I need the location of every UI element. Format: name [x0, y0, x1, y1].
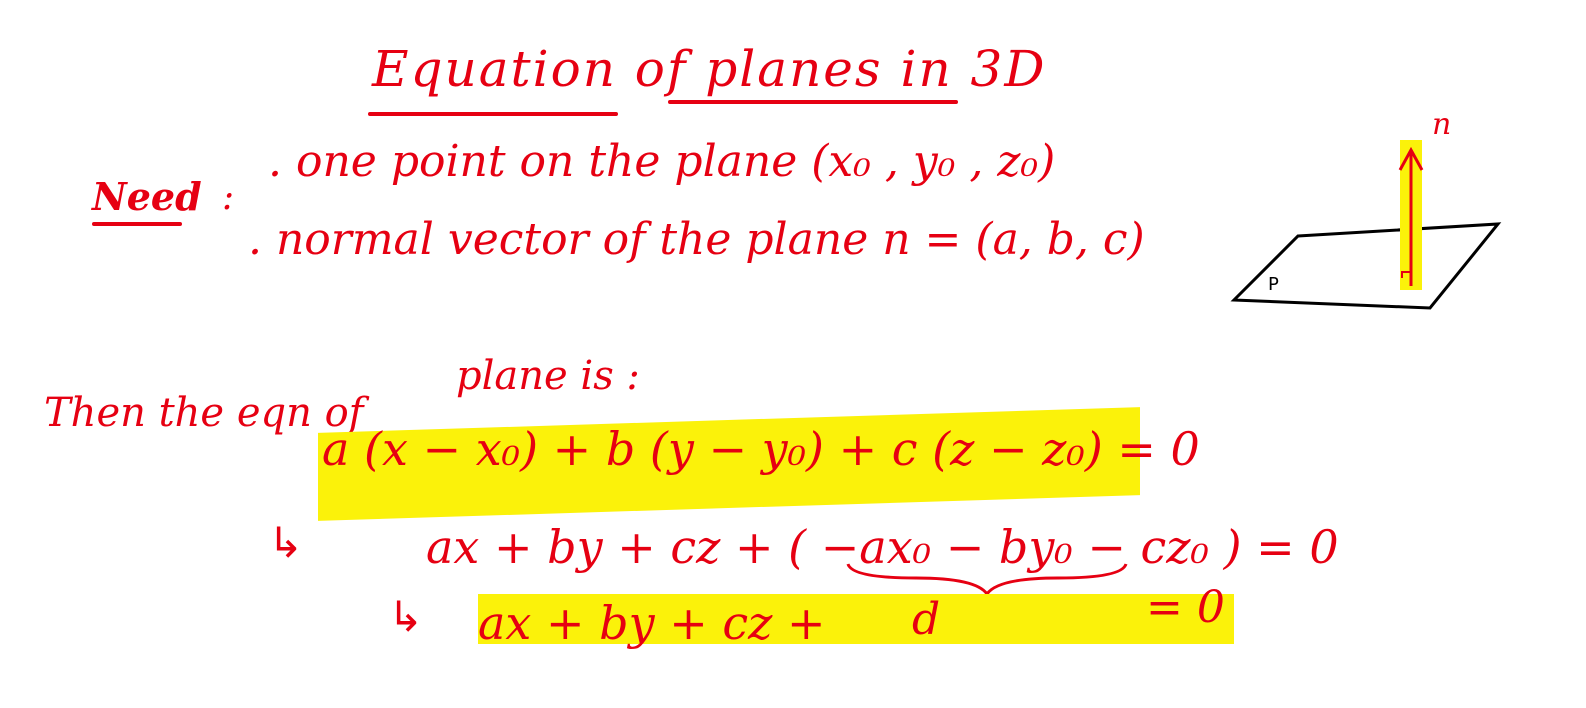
- normal-label: n: [1432, 107, 1452, 142]
- equation-expanded-form: ax + by + cz + ( −ax₀ − by₀ − cz₀ ) = 0: [426, 520, 1339, 574]
- implies-arrow-2: ↳: [388, 592, 424, 641]
- title-underline-2: [668, 100, 958, 104]
- plane-label: P: [1268, 274, 1279, 295]
- title-underline-1: [368, 112, 618, 116]
- need-colon: :: [222, 177, 235, 218]
- page-title: Equation of planes in 3D: [372, 40, 1047, 98]
- then-text: Then the eqn of: [44, 390, 364, 436]
- plane-is-text: plane is :: [456, 353, 640, 399]
- equation-point-normal-form: a (x − x₀) + b (y − y₀) + c (z − z₀) = 0: [322, 422, 1200, 476]
- constant-d: d: [912, 594, 941, 645]
- need-underline: [92, 222, 182, 226]
- need-label: Need: [92, 174, 202, 219]
- equation-general-form-rhs: = 0: [1146, 582, 1225, 633]
- need-item-point: . one point on the plane (x₀ , y₀ , z₀): [268, 136, 1056, 187]
- plane-outline: [1234, 224, 1498, 308]
- plane-normal-diagram: [1220, 100, 1520, 320]
- need-item-normal: . normal vector of the plane n = (a, b, c): [248, 214, 1145, 265]
- equation-general-form: ax + by + cz +: [478, 596, 826, 650]
- implies-arrow-1: ↳: [268, 518, 304, 567]
